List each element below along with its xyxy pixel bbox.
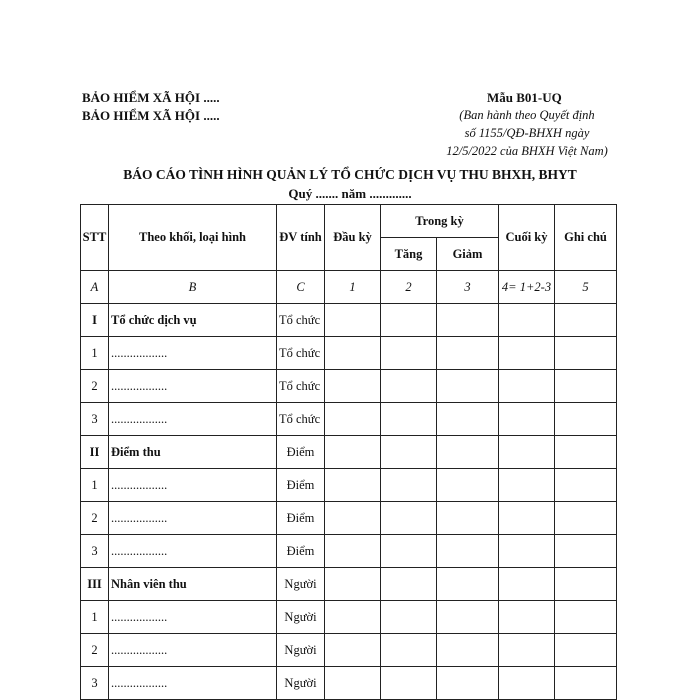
row-category: .................. (109, 337, 277, 370)
row-closing (499, 535, 555, 568)
row-opening (325, 469, 381, 502)
row-stt: II (81, 436, 109, 469)
row-opening (325, 634, 381, 667)
table-row (81, 304, 617, 337)
table-row (81, 370, 617, 403)
header-increase: Tăng (381, 238, 437, 271)
row-closing (499, 634, 555, 667)
issuance-note-line-2: số 1155/QĐ-BHXH ngày (464, 126, 590, 140)
row-category: .................. (109, 601, 277, 634)
row-notes (555, 370, 617, 403)
header-category: Theo khối, loại hình (109, 205, 277, 271)
row-notes (555, 502, 617, 535)
row-decrease (437, 535, 499, 568)
table-row (81, 403, 617, 436)
header-closing: Cuối kỳ (499, 205, 555, 271)
column-code: A (81, 271, 109, 304)
form-code: Mẫu B01-UQ (487, 90, 562, 105)
row-closing (499, 601, 555, 634)
row-stt: 3 (81, 403, 109, 436)
row-stt: III (81, 568, 109, 601)
row-opening (325, 667, 381, 700)
row-stt: 1 (81, 469, 109, 502)
row-closing (499, 403, 555, 436)
row-opening (325, 403, 381, 436)
row-increase (381, 601, 437, 634)
row-increase (381, 370, 437, 403)
row-increase (381, 436, 437, 469)
row-increase (381, 634, 437, 667)
row-stt: 1 (81, 337, 109, 370)
row-decrease (437, 403, 499, 436)
row-notes (555, 535, 617, 568)
column-code-row (81, 271, 617, 304)
column-code: 1 (325, 271, 381, 304)
table-row (81, 535, 617, 568)
row-notes (555, 304, 617, 337)
header-during-period: Trong kỳ (381, 205, 499, 238)
table-row (81, 568, 617, 601)
row-closing (499, 568, 555, 601)
row-unit: Người (277, 601, 325, 634)
row-increase (381, 502, 437, 535)
row-notes (555, 634, 617, 667)
row-opening (325, 568, 381, 601)
header-opening: Đầu kỳ (325, 205, 381, 271)
row-notes (555, 337, 617, 370)
row-unit: Điểm (277, 469, 325, 502)
row-unit: Điểm (277, 436, 325, 469)
row-unit: Người (277, 568, 325, 601)
row-closing (499, 502, 555, 535)
row-closing (499, 436, 555, 469)
row-unit: Người (277, 634, 325, 667)
row-notes (555, 601, 617, 634)
header-stt: STT (81, 205, 109, 271)
row-category: .................. (109, 535, 277, 568)
row-category: .................. (109, 634, 277, 667)
row-unit: Tổ chức (277, 337, 325, 370)
table-row (81, 601, 617, 634)
row-opening (325, 502, 381, 535)
header-notes: Ghi chú (555, 205, 617, 271)
row-category: .................. (109, 502, 277, 535)
row-decrease (437, 502, 499, 535)
organization-line-1: BẢO HIỂM XÃ HỘI ..... (82, 90, 220, 105)
row-notes (555, 436, 617, 469)
row-category: .................. (109, 403, 277, 436)
row-decrease (437, 304, 499, 337)
row-stt: 2 (81, 502, 109, 535)
issuance-note-line-1: (Ban hành theo Quyết định (459, 108, 595, 122)
row-unit: Người (277, 667, 325, 700)
row-opening (325, 436, 381, 469)
row-unit: Điểm (277, 502, 325, 535)
row-increase (381, 304, 437, 337)
header-unit: ĐV tính (277, 205, 325, 271)
row-category: .................. (109, 667, 277, 700)
column-code: 4= 1+2-3 (499, 271, 555, 304)
row-decrease (437, 469, 499, 502)
report-period: Quý ....... năm ............. (288, 186, 412, 201)
row-opening (325, 304, 381, 337)
table-row (81, 667, 617, 700)
row-closing (499, 337, 555, 370)
row-stt: 2 (81, 634, 109, 667)
row-closing (499, 667, 555, 700)
row-decrease (437, 568, 499, 601)
row-category: Điểm thu (109, 436, 277, 469)
column-code: 5 (555, 271, 617, 304)
row-category: Nhân viên thu (109, 568, 277, 601)
row-unit: Tổ chức (277, 370, 325, 403)
row-closing (499, 469, 555, 502)
row-notes (555, 667, 617, 700)
row-stt: 3 (81, 667, 109, 700)
row-notes (555, 403, 617, 436)
row-closing (499, 370, 555, 403)
organization-line-2: BẢO HIỂM XÃ HỘI ..... (82, 108, 220, 123)
row-unit: Tổ chức (277, 403, 325, 436)
column-code: C (277, 271, 325, 304)
row-stt: 3 (81, 535, 109, 568)
row-notes (555, 568, 617, 601)
table-row (81, 436, 617, 469)
row-increase (381, 403, 437, 436)
column-code: B (109, 271, 277, 304)
row-opening (325, 601, 381, 634)
row-increase (381, 337, 437, 370)
header-decrease: Giảm (437, 238, 499, 271)
table-row (81, 469, 617, 502)
row-decrease (437, 370, 499, 403)
row-increase (381, 535, 437, 568)
row-decrease (437, 601, 499, 634)
row-opening (325, 370, 381, 403)
row-decrease (437, 337, 499, 370)
issuance-note-line-3: 12/5/2022 của BHXH Việt Nam) (446, 144, 608, 158)
row-opening (325, 535, 381, 568)
row-category: .................. (109, 370, 277, 403)
row-stt: 1 (81, 601, 109, 634)
row-unit: Tổ chức (277, 304, 325, 337)
column-code: 3 (437, 271, 499, 304)
table-row (81, 634, 617, 667)
row-increase (381, 469, 437, 502)
column-code: 2 (381, 271, 437, 304)
row-category: .................. (109, 469, 277, 502)
row-opening (325, 337, 381, 370)
row-stt: I (81, 304, 109, 337)
row-category: Tổ chức dịch vụ (109, 304, 277, 337)
row-increase (381, 568, 437, 601)
table-row (81, 337, 617, 370)
row-decrease (437, 667, 499, 700)
row-unit: Điểm (277, 535, 325, 568)
report-title: BÁO CÁO TÌNH HÌNH QUẢN LÝ TỔ CHỨC DỊCH VỤ THU BHXH, BHYT (123, 167, 577, 182)
report-table (80, 204, 617, 700)
row-closing (499, 304, 555, 337)
row-decrease (437, 634, 499, 667)
table-row (81, 502, 617, 535)
row-increase (381, 667, 437, 700)
row-stt: 2 (81, 370, 109, 403)
row-notes (555, 469, 617, 502)
row-decrease (437, 436, 499, 469)
